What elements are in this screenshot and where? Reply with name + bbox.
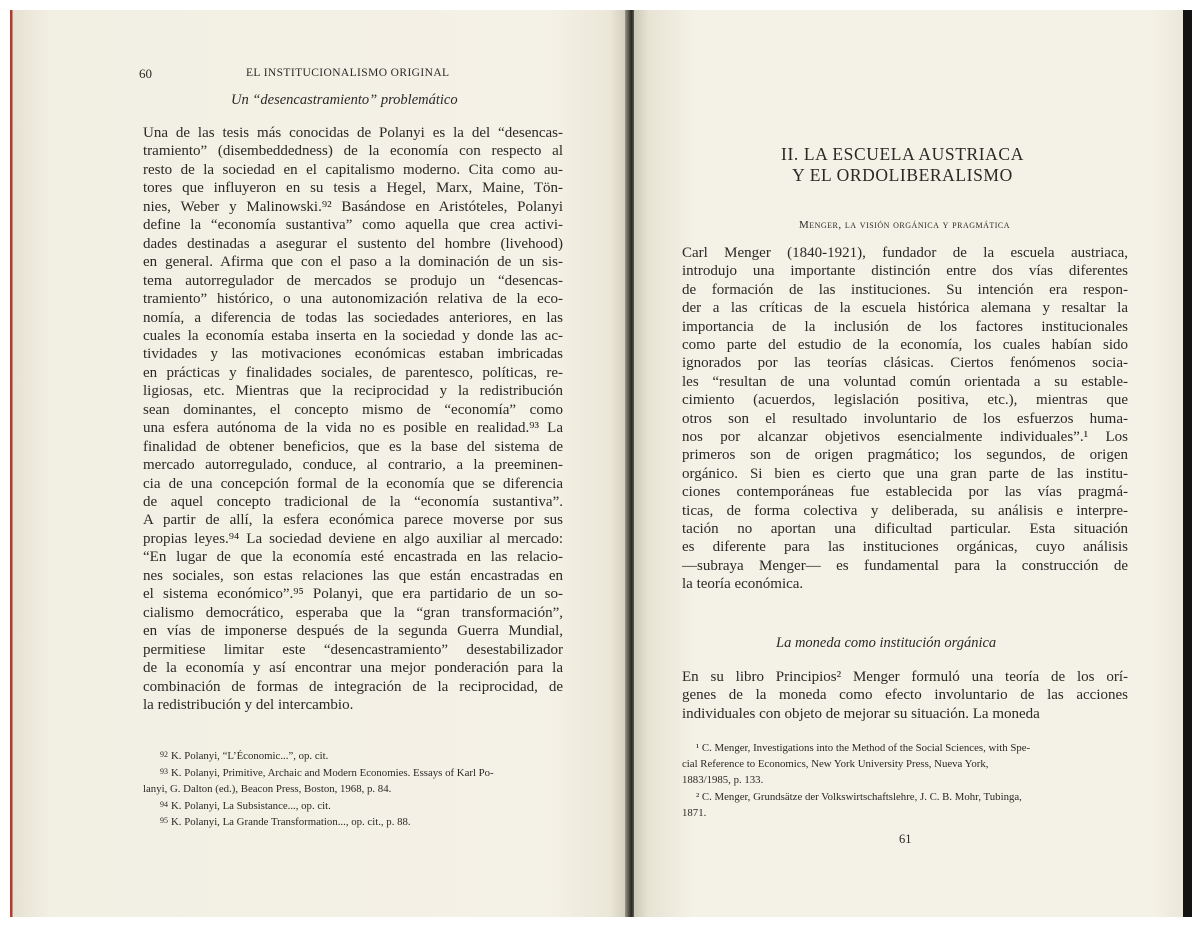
text-line: importancia de la inclusión de los factores institucionales: [682, 318, 1128, 335]
text-line: Una de las tesis más conocidas de Polanyi es la del “desencas-: [143, 125, 563, 141]
footnote: ² C. Menger, Grundsätze der Volkswirtschaftslehre, J. C. B. Mohr, Tubinga,: [696, 790, 1022, 803]
text-line: tema autorregulador de mercados se produjo un “desencas-: [143, 272, 563, 289]
text-line: la redistribución y del intercambio.: [143, 696, 354, 713]
chapter-title-line2: Y EL ORDOLIBERALISMO: [792, 165, 1013, 185]
text-line: introdujo una importante distinción entre dos vías diferentes: [682, 263, 1128, 280]
text-line: tividades y las motivaciones económicas estaban imbricadas: [143, 346, 563, 363]
text-line: nomía, a diferencia de todas las sociedades anteriores, en las: [143, 309, 563, 326]
text-line: primeros son de origen pragmático; los segundos, de origen: [682, 447, 1128, 464]
text-line: es diferente para las instituciones orgánicas, cuyo análisis: [682, 539, 1128, 556]
text-line: permitiese limitar este “desencastramiento” desestabilizador: [143, 641, 563, 658]
text-line: tramiento” (disembeddedness) de la economía con respecto al: [143, 143, 563, 160]
footnote-number: 92: [160, 750, 168, 759]
text-line: tores que influyeron en su tesis a Hegel, Marx, Maine, Tön-: [143, 180, 563, 197]
text-line: cia de una concepción formal de la economía que se diferencia: [143, 475, 563, 492]
text-line: resto de la sociedad en el capitalismo moderno. Cita como au-: [143, 161, 563, 178]
text-line: en prácticas y finalidades sociales, de parentesco, políticas, re-: [143, 364, 563, 381]
text-line: una esfera autónoma de la vida no es posible en realidad.⁹³ La: [143, 420, 563, 437]
footnote: [160, 750, 328, 762]
section-heading: Menger, la visión orgánica y pragmática: [798, 219, 1011, 231]
footnote: [160, 800, 331, 812]
footnote-text: K. Polanyi, “L’Économic...”, op. cit.: [171, 750, 329, 762]
footnote-text: K. Polanyi, La Grande Transformation..., op. cit., p. 88.: [171, 816, 411, 828]
text-line: ligiosas, etc. Mientras que la reciprocidad y la redistribución: [143, 383, 563, 400]
footnote-number: 93: [160, 766, 168, 776]
text-line: ciones contemporáneas fue establecida por las vías pragmá-: [682, 484, 1128, 501]
footnote-text: K. Polanyi, La Subsistance..., op. cit.: [171, 799, 331, 812]
text-line: la teoría económica.: [682, 576, 804, 593]
text-line: nes sociales, son estas relaciones las que están encastradas en: [143, 567, 563, 584]
text-line: como parte del estudio de la economía, los cuales habían sido: [682, 337, 1128, 353]
text-line: el sistema económico”.⁹⁵ Polanyi, que era partidario de un so-: [143, 586, 563, 603]
section-title: Un “desencastramiento” problemático: [231, 92, 458, 108]
text-line: genes de la moneda como efecto involuntario de las acciones: [682, 687, 1128, 704]
subsection-title: La moneda como institución orgánica: [776, 635, 997, 651]
text-line: propias leyes.⁹⁴ La sociedad deviene en algo auxiliar al mercado:: [143, 530, 563, 547]
text-line: tación no aportan una dificultad particular. Esta situación: [682, 521, 1128, 537]
text-line: —subraya Menger— es fundamental para la construcción de: [682, 557, 1128, 574]
right-page: [634, 10, 1183, 917]
text-line: sean dominantes, el concepto mismo de “economía” como: [143, 401, 563, 418]
page-number-right: 61: [899, 832, 912, 846]
text-line: Carl Menger (1840-1921), fundador de la escuela austriaca,: [682, 245, 1128, 261]
footnote: 1871.: [682, 806, 707, 819]
footnote-number: 94: [160, 799, 168, 809]
footnote: cial Reference to Economics, New York University Press, Nueva York,: [682, 758, 989, 771]
chapter-title-line1: II. LA ESCUELA AUSTRIACA: [781, 144, 1024, 164]
text-line: mercado autorregulado, conduce, al contrario, a la preeminen-: [143, 457, 563, 474]
text-line: En su libro Principios² Menger formuló una teoría de los orí-: [682, 669, 1128, 685]
footnote: 1883/1985, p. 133.: [682, 774, 764, 787]
text-line: ticas, de forma colectiva y deliberada, su análisis e interpre-: [682, 502, 1128, 519]
footnote: ¹ C. Menger, Investigations into the Method of the Social Sciences, with Spe-: [696, 742, 1031, 754]
page-number-left: 60: [139, 66, 152, 81]
text-line: combinación de formas de integración de la reciprocidad, de: [143, 678, 563, 695]
footnote: [143, 783, 391, 795]
text-line: de aquel concepto tradicional de la “economía sustantiva”.: [143, 494, 563, 510]
text-line: les “resultan de una voluntad común orientada a su estable-: [682, 373, 1128, 390]
left-page: [10, 10, 628, 917]
text-line: en general. Afirma que con el paso a la dominación de un sis-: [143, 254, 563, 271]
text-line: cialismo democrático, esperaba que la “gran transformación”,: [143, 604, 563, 621]
footnote: [160, 816, 411, 828]
text-line: dades destinadas a asegurar el sustento del hombre (livehood): [143, 235, 563, 252]
text-line: cuales la economía estaba inserta en la sociedad y donde las ac-: [143, 327, 563, 344]
text-line: orgánico. Si bien es cierto que una gran parte de las institu-: [682, 465, 1128, 482]
book-scan: [10, 10, 1192, 917]
text-line: de la economía y así encontrar una mejor ponderación para la: [143, 660, 563, 677]
text-line: tramiento” histórico, o una autonomización relativa de la eco-: [143, 291, 563, 308]
footnote: [160, 767, 494, 779]
running-head: EL INSTITUCIONALISMO ORIGINAL: [246, 67, 450, 79]
footnote-text: K. Polanyi, Primitive, Archaic and Modern Economies. Essays of Karl Po-: [171, 766, 494, 779]
text-line: individuales con objeto de mejorar su situación. La moneda: [682, 705, 1040, 722]
footnote-number: 95: [160, 816, 168, 825]
text-line: der a las críticas de la escuela histórica alemana y resaltar la: [682, 300, 1128, 317]
text-line: finalidad de obtener beneficios, que es la base del sistema de: [143, 438, 563, 455]
text-line: nies, Weber y Malinowski.⁹² Basándose en Aristóteles, Polanyi: [143, 198, 563, 215]
text-line: nos por alcanzar objetivos esencialmente individuales”.¹ Los: [682, 429, 1128, 445]
text-line: A partir de allí, la esfera económica parece moverse por sus: [143, 512, 563, 529]
text-line: en vías de imponerse después de la segunda Guerra Mundial,: [143, 623, 563, 640]
text-line: ignorados por las teorías clásicas. Ciertos fenómenos socia-: [682, 355, 1128, 372]
footnote-text: lanyi, G. Dalton (ed.), Beacon Press, Boston, 1968, p. 84.: [143, 783, 392, 795]
text-line: de formación de las instituciones. Su intención era respon-: [682, 281, 1128, 298]
text-line: cimiento (acuerdos, legislación positiva, etc.), mientras que: [682, 392, 1128, 409]
text-line: “En lugar de que la economía esté encastrada en las relacio-: [143, 549, 563, 566]
text-line: define la “economía sustantiva” como aquella que crea activi-: [143, 217, 563, 234]
text-line: otros son el resultado involuntario de los esfuerzos huma-: [682, 410, 1128, 427]
